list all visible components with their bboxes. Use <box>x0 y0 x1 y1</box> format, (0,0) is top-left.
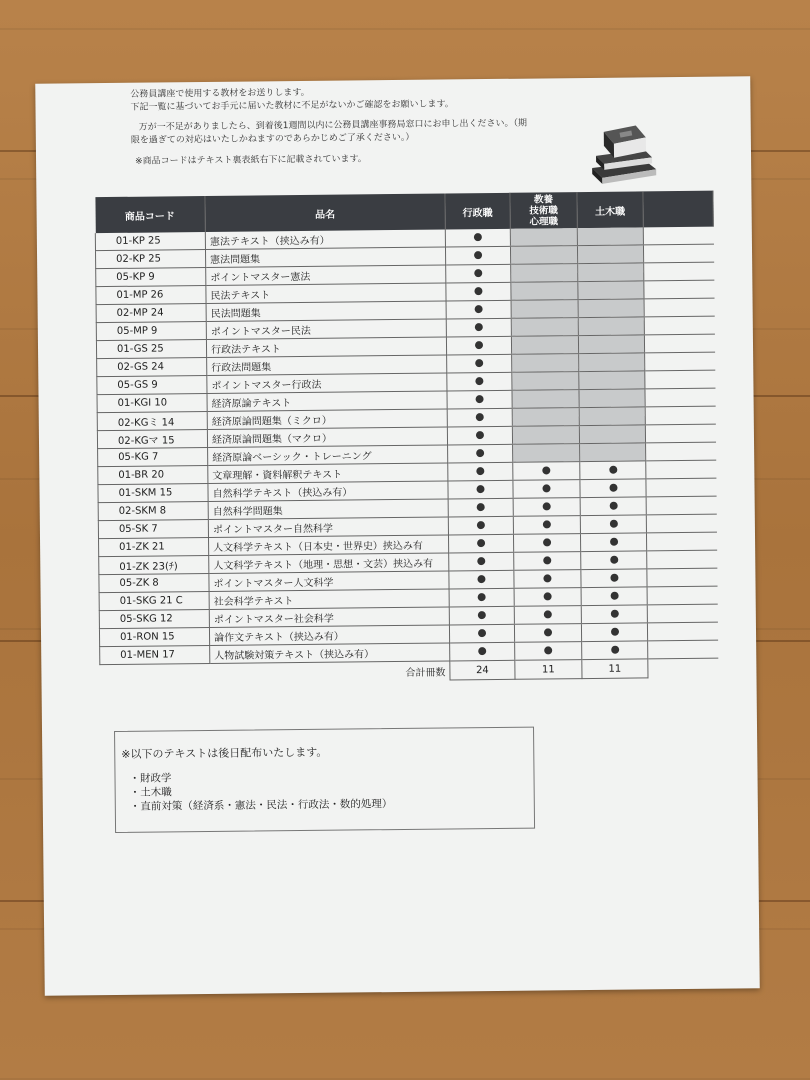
filled-circle-icon <box>474 233 482 241</box>
total-doboku: 11 <box>582 659 648 679</box>
row-blank <box>644 280 714 299</box>
row-name: 社会科学テキスト <box>209 589 449 610</box>
filled-circle-icon <box>476 395 484 403</box>
row-mark-g <box>447 390 512 409</box>
row-blank <box>647 568 717 587</box>
row-blank <box>646 514 716 533</box>
filled-circle-icon <box>610 556 618 564</box>
row-blank <box>646 478 716 497</box>
row-name: ポイントマスター行政法 <box>207 373 447 394</box>
row-mark-g <box>449 588 514 607</box>
filled-circle-icon <box>478 593 486 601</box>
filled-circle-icon <box>478 647 486 655</box>
filled-circle-icon <box>476 413 484 421</box>
row-mark-g <box>446 264 511 283</box>
row-code: 02-KGマ 15 <box>97 429 207 448</box>
filled-circle-icon <box>609 466 617 474</box>
intro-line-2: 下記一覧に基づいてお手元に届いた教材に不足がないかご確認をお願いします。 <box>130 99 454 113</box>
row-blank <box>647 586 717 605</box>
row-mark-k <box>512 354 579 373</box>
row-mark-g <box>448 516 513 535</box>
filled-circle-icon <box>609 520 617 528</box>
filled-circle-icon <box>475 359 483 367</box>
row-mark-d <box>581 569 647 588</box>
row-blank <box>647 604 717 623</box>
row-blank <box>643 227 713 245</box>
row-name: ポイントマスター民法 <box>206 319 446 340</box>
later-distribution-box <box>114 727 535 833</box>
filled-circle-icon <box>477 521 485 529</box>
filled-circle-icon <box>611 646 619 654</box>
filled-circle-icon <box>542 466 550 474</box>
books-illustration-icon <box>584 117 665 188</box>
filled-circle-icon <box>474 269 482 277</box>
row-name: 経済原論ベーシック・トレーニング <box>208 445 448 466</box>
row-code: 01-MP 26 <box>96 285 206 304</box>
row-mark-g <box>448 498 513 517</box>
row-mark-g <box>447 354 512 373</box>
row-mark-g <box>449 606 514 625</box>
row-mark-k <box>514 588 581 607</box>
filled-circle-icon <box>610 628 618 636</box>
row-mark-k <box>514 570 581 589</box>
row-mark-g <box>450 642 515 661</box>
filled-circle-icon <box>476 485 484 493</box>
row-code: 01-BR 20 <box>98 465 208 484</box>
row-blank <box>643 244 713 263</box>
row-code: 01-KP 25 <box>95 232 205 251</box>
row-name: 民法テキスト <box>206 283 446 304</box>
materials-table <box>94 191 718 684</box>
row-mark-k <box>511 336 578 355</box>
filled-circle-icon <box>475 305 483 313</box>
filled-circle-icon <box>477 539 485 547</box>
row-name: 論作文テキスト（挟込み有） <box>209 625 449 646</box>
row-mark-g <box>445 246 510 265</box>
filled-circle-icon <box>544 610 552 618</box>
row-mark-d <box>580 479 646 498</box>
filled-circle-icon <box>543 574 551 582</box>
row-name: 人物試験対策テキスト（挟込み有） <box>210 643 450 664</box>
row-mark-d <box>580 461 646 480</box>
row-mark-d <box>578 335 644 354</box>
row-mark-k <box>512 408 579 427</box>
row-mark-d <box>581 605 647 624</box>
row-mark-g <box>449 624 514 643</box>
filled-circle-icon <box>477 557 485 565</box>
row-code: 05-KP 9 <box>96 267 206 286</box>
row-code: 01-RON 15 <box>99 627 209 646</box>
row-mark-k <box>512 390 579 409</box>
filled-circle-icon <box>478 611 486 619</box>
filled-circle-icon <box>609 484 617 492</box>
row-name: 人文科学テキスト（日本史・世界史）挟込み有 <box>209 535 449 556</box>
row-mark-d <box>581 587 647 606</box>
row-blank <box>644 298 714 317</box>
document-page <box>35 76 760 995</box>
total-kyoyo: 11 <box>515 660 582 680</box>
header-gyosei: 行政職 <box>445 193 510 230</box>
row-code: 01-ZK 21 <box>99 537 209 556</box>
row-name: 自然科学問題集 <box>208 499 448 520</box>
row-blank <box>646 442 716 461</box>
row-mark-k <box>514 552 581 571</box>
row-mark-k <box>510 246 577 265</box>
row-name: 文章理解・資料解釈テキスト <box>208 463 448 484</box>
list-item: ・土木職 <box>129 786 172 799</box>
row-name: 人文科学テキスト（地理・思想・文芸）挟込み有 <box>209 553 449 574</box>
filled-circle-icon <box>476 467 484 475</box>
filled-circle-icon <box>478 629 486 637</box>
row-mark-g <box>446 336 511 355</box>
filled-circle-icon <box>544 646 552 654</box>
row-mark-g <box>448 480 513 499</box>
row-blank <box>645 388 715 407</box>
row-blank <box>646 532 716 551</box>
total-gyosei: 24 <box>450 660 515 680</box>
row-mark-d <box>577 245 643 264</box>
row-mark-d <box>580 533 646 552</box>
row-mark-k <box>515 642 582 661</box>
row-code: 05-MP 9 <box>96 321 206 340</box>
filled-circle-icon <box>475 341 483 349</box>
row-mark-k <box>513 516 580 535</box>
row-mark-g <box>449 570 514 589</box>
table-body <box>95 227 717 665</box>
filled-circle-icon <box>543 556 551 564</box>
row-code: 05-ZK 8 <box>99 573 209 592</box>
later-distribution-heading: ※以下のテキストは後日配布いたします。 <box>121 745 328 761</box>
row-blank <box>647 550 717 569</box>
row-mark-d <box>579 425 645 444</box>
row-name: 行政法問題集 <box>207 355 447 376</box>
row-mark-k <box>511 318 578 337</box>
row-blank <box>644 262 714 281</box>
row-mark-g <box>446 300 511 319</box>
row-code: 02-KGミ 14 <box>97 411 207 430</box>
row-code: 01-SKG 21 C <box>99 591 209 610</box>
row-blank <box>648 640 718 659</box>
row-code: 05-SK 7 <box>98 519 208 538</box>
filled-circle-icon <box>610 574 618 582</box>
row-name: ポイントマスター社会科学 <box>209 607 449 628</box>
filled-circle-icon <box>476 431 484 439</box>
filled-circle-icon <box>477 575 485 583</box>
row-mark-g <box>449 552 514 571</box>
row-name: 自然科学テキスト（挟込み有） <box>208 481 448 502</box>
row-name: ポイントマスター自然科学 <box>208 517 448 538</box>
filled-circle-icon <box>543 538 551 546</box>
row-code: 01-ZK 23(ﾁ) <box>99 555 209 574</box>
row-name: 経済原論問題集（マクロ） <box>207 427 447 448</box>
header-kyoyo <box>510 192 577 229</box>
total-label: 合計冊数 <box>405 667 446 679</box>
row-mark-g <box>448 444 513 463</box>
header-name: 品名 <box>205 193 445 232</box>
row-mark-k <box>514 624 581 643</box>
row-mark-d <box>578 281 644 300</box>
row-name: ポイントマスター人文科学 <box>209 571 449 592</box>
row-mark-k <box>511 264 578 283</box>
row-mark-d <box>580 515 646 534</box>
row-mark-g <box>447 408 512 427</box>
row-name: 民法問題集 <box>206 301 446 322</box>
row-mark-d <box>579 353 645 372</box>
filled-circle-icon <box>544 592 552 600</box>
intro-note: ※商品コードはテキスト裏表紙右下に記載されています。 <box>135 154 367 167</box>
row-mark-d <box>581 623 647 642</box>
row-mark-k <box>514 606 581 625</box>
row-mark-d <box>580 497 646 516</box>
row-blank <box>644 334 714 353</box>
row-blank <box>647 622 717 641</box>
list-item: ・財政学 <box>129 772 172 785</box>
row-mark-k <box>512 426 579 445</box>
intro-line-4: 限を過ぎての対応はいたしかねますのであらかじめご了承ください。） <box>130 132 415 146</box>
row-mark-d <box>578 299 644 318</box>
filled-circle-icon <box>474 251 482 259</box>
row-mark-d <box>579 407 645 426</box>
row-code: 01-MEN 17 <box>100 645 210 664</box>
row-code: 05-SKG 12 <box>99 609 209 628</box>
row-blank <box>645 370 715 389</box>
row-mark-d <box>578 263 644 282</box>
row-mark-k <box>513 498 580 517</box>
row-blank <box>644 316 714 335</box>
row-mark-d <box>581 551 647 570</box>
row-mark-k <box>513 480 580 499</box>
filled-circle-icon <box>544 628 552 636</box>
filled-circle-icon <box>610 610 618 618</box>
row-code: 05-KG 7 <box>98 447 208 466</box>
filled-circle-icon <box>610 592 618 600</box>
header-doboku: 土木職 <box>577 191 643 228</box>
list-item: ・直前対策（経済系・憲法・民法・行政法・数的処理） <box>129 798 393 813</box>
row-name: 憲法問題集 <box>205 247 445 268</box>
row-code: 02-SKM 8 <box>98 501 208 520</box>
row-blank <box>645 424 715 443</box>
row-blank <box>646 460 716 479</box>
row-blank <box>645 406 715 425</box>
row-blank <box>645 352 715 371</box>
row-code: 01-KGI 10 <box>97 393 207 412</box>
filled-circle-icon <box>476 449 484 457</box>
row-code: 02-MP 24 <box>96 303 206 322</box>
header-kyoyo-line1: 教養 <box>533 193 554 206</box>
row-mark-g <box>447 372 512 391</box>
row-code: 05-GS 9 <box>97 375 207 394</box>
row-mark-k <box>513 534 580 553</box>
row-code: 01-SKM 15 <box>98 483 208 502</box>
row-mark-g <box>447 426 512 445</box>
row-mark-g <box>446 318 511 337</box>
row-mark-d <box>577 227 643 245</box>
row-code: 01-GS 25 <box>96 339 206 358</box>
row-name: 経済原論問題集（ミクロ） <box>207 409 447 430</box>
row-mark-d <box>579 389 645 408</box>
later-distribution-list <box>129 769 392 814</box>
row-mark-g <box>445 229 510 247</box>
header-code: 商品コード <box>95 196 205 233</box>
filled-circle-icon <box>609 502 617 510</box>
row-mark-g <box>448 462 513 481</box>
row-name: 行政法テキスト <box>206 337 446 358</box>
filled-circle-icon <box>542 484 550 492</box>
row-mark-g <box>448 534 513 553</box>
row-mark-k <box>510 228 577 246</box>
header-kyoyo-line2: 技術職 <box>529 204 558 217</box>
row-name: 憲法テキスト（挟込み有） <box>205 229 445 249</box>
intro-text <box>130 84 591 169</box>
intro-line-1: 公務員講座で使用する教材をお送りします。 <box>130 87 310 100</box>
row-mark-k <box>512 372 579 391</box>
row-mark-g <box>446 282 511 301</box>
header-blank <box>643 191 713 228</box>
intro-line-3: 万が一不足がありましたら、到着後1週間以内に公務員講座事務局窓口にお申し出ください。（期 <box>138 118 527 133</box>
row-mark-k <box>513 444 580 463</box>
row-mark-d <box>579 371 645 390</box>
row-mark-d <box>578 317 644 336</box>
row-mark-d <box>582 641 648 660</box>
filled-circle-icon <box>610 538 618 546</box>
row-name: 経済原論テキスト <box>207 391 447 412</box>
row-code: 02-KP 25 <box>95 249 205 268</box>
row-blank <box>646 496 716 515</box>
filled-circle-icon <box>543 502 551 510</box>
row-code: 02-GS 24 <box>97 357 207 376</box>
filled-circle-icon <box>475 377 483 385</box>
row-mark-k <box>513 462 580 481</box>
row-mark-k <box>511 300 578 319</box>
header-kyoyo-line3: 心理職 <box>529 215 559 228</box>
row-mark-k <box>511 282 578 301</box>
row-mark-d <box>580 443 646 462</box>
filled-circle-icon <box>475 323 483 331</box>
filled-circle-icon <box>477 503 485 511</box>
filled-circle-icon <box>474 287 482 295</box>
row-name: ポイントマスター憲法 <box>206 265 446 286</box>
filled-circle-icon <box>543 520 551 528</box>
